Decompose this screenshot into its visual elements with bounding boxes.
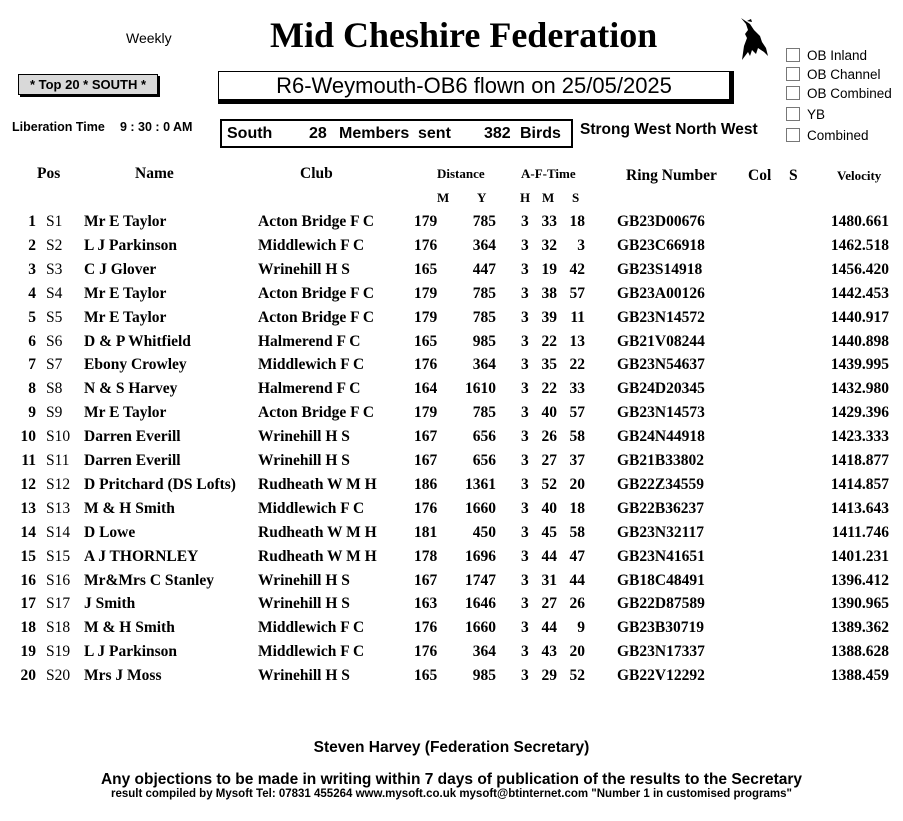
ring-number: GB23N14573 — [617, 404, 705, 422]
distance-yards: 1696 — [465, 547, 496, 565]
time-minutes: 39 — [541, 308, 557, 326]
time-seconds: 57 — [569, 404, 585, 422]
table-row — [0, 309, 903, 333]
ring-number: GB18C48491 — [617, 571, 705, 589]
distance-yards: 364 — [472, 643, 496, 661]
fancier-name: Mr E Taylor — [84, 308, 167, 326]
club-name: Halmerend F C — [258, 332, 361, 350]
velocity: 1396.412 — [830, 571, 889, 589]
section-position: S12 — [46, 475, 71, 493]
ring-number: GB23N41651 — [617, 547, 705, 565]
time-hours: 3 — [521, 619, 529, 637]
time-seconds: 22 — [569, 356, 585, 374]
ring-number: GB23D00676 — [617, 213, 705, 230]
velocity: 1411.746 — [831, 523, 889, 541]
pos: 3 — [28, 260, 36, 278]
table-row — [0, 380, 903, 404]
section-position: S5 — [46, 308, 63, 326]
ring-number: GB23C66918 — [617, 236, 705, 254]
distance-yards: 785 — [472, 404, 496, 422]
time-seconds: 26 — [569, 595, 585, 613]
fancier-name: L J Parkinson — [84, 236, 178, 254]
time-seconds: 33 — [569, 380, 585, 398]
time-seconds: 44 — [569, 571, 585, 589]
pigeon-icon — [738, 16, 770, 62]
section-position: S13 — [46, 499, 71, 517]
time-seconds: 37 — [569, 452, 585, 469]
time-seconds: 52 — [569, 667, 585, 685]
pos: 18 — [20, 619, 36, 637]
club-name: Acton Bridge F C — [258, 308, 375, 326]
col-header-name: Name — [135, 165, 174, 182]
fancier-name: D & P Whitfield — [84, 332, 191, 350]
velocity: 1462.518 — [830, 236, 889, 254]
time-hours: 3 — [521, 547, 529, 565]
distance-yards: 1660 — [465, 499, 496, 517]
distance-yards: 450 — [472, 523, 496, 541]
distance-yards: 364 — [472, 356, 496, 374]
time-hours: 3 — [521, 595, 529, 613]
table-row — [0, 619, 903, 643]
pos: 6 — [28, 332, 36, 350]
ring-number: GB23S14918 — [617, 260, 703, 278]
fancier-name: Mrs J Moss — [84, 667, 162, 685]
time-minutes: 27 — [541, 595, 557, 613]
fancier-name: Darren Everill — [84, 452, 181, 469]
distance-yards: 364 — [472, 236, 496, 254]
ring-number: GB23N54637 — [617, 356, 705, 374]
time-hours: 3 — [521, 332, 529, 350]
col-header-yards: Y — [477, 190, 487, 205]
col-header-ring: Ring Number — [626, 167, 717, 184]
velocity: 1401.231 — [830, 547, 889, 565]
checkbox[interactable] — [786, 48, 800, 62]
pos: 12 — [20, 475, 36, 493]
distance-miles: 176 — [414, 643, 438, 661]
fancier-name: C J Glover — [84, 260, 157, 278]
pos: 1 — [28, 213, 36, 230]
fancier-name: N & S Harvey — [84, 380, 178, 398]
race-title: R6-Weymouth-OB6 flown on 25/05/2025 — [218, 71, 734, 104]
time-minutes: 22 — [541, 380, 557, 398]
fancier-name: M & H Smith — [84, 619, 175, 637]
liberation-time: 9 : 30 : 0 AM — [120, 120, 193, 134]
fancier-name: Mr E Taylor — [84, 284, 167, 302]
time-hours: 3 — [521, 475, 529, 493]
distance-yards: 985 — [472, 667, 496, 685]
col-header-sex: S — [789, 167, 798, 184]
section-position: S4 — [46, 284, 63, 302]
club-name: Middlewich F C — [258, 499, 365, 517]
table-row — [0, 572, 903, 596]
time-minutes: 44 — [541, 547, 557, 565]
club-name: Rudheath W M H — [258, 547, 377, 565]
table-row — [0, 428, 903, 452]
pos: 8 — [28, 380, 36, 398]
club-name: Halmerend F C — [258, 380, 361, 398]
fancier-name: L J Parkinson — [84, 643, 178, 661]
checkbox[interactable] — [786, 86, 800, 100]
table-row — [0, 548, 903, 572]
col-header-distance: Distance — [437, 166, 485, 181]
pos: 4 — [28, 284, 36, 302]
distance-miles: 179 — [414, 404, 438, 422]
category-ob-channel[interactable] — [786, 67, 881, 82]
distance-miles: 181 — [414, 523, 438, 541]
pos: 9 — [28, 404, 36, 422]
time-seconds: 58 — [569, 428, 585, 446]
time-hours: 3 — [521, 523, 529, 541]
table-row — [0, 356, 903, 380]
ring-number: GB22Z34559 — [617, 475, 704, 493]
section-position: S17 — [46, 595, 71, 613]
distance-yards: 1361 — [465, 475, 496, 493]
ring-number: GB22B36237 — [617, 499, 704, 517]
members-label: Members — [339, 125, 410, 142]
col-header-club: Club — [300, 165, 333, 182]
section-position: S20 — [46, 667, 71, 685]
time-minutes: 38 — [541, 284, 557, 302]
ring-number: GB21V08244 — [617, 332, 705, 350]
distance-yards: 985 — [472, 332, 496, 350]
time-minutes: 40 — [541, 499, 557, 517]
section-position: S14 — [46, 523, 71, 541]
club-name: Wrinehill H S — [258, 428, 350, 446]
distance-yards: 785 — [472, 308, 496, 326]
compiled-by-footer: result compiled by Mysoft Tel: 07831 455264 www.mysoft.co.uk mysoft@btinternet.com "Number 1 in customised programs" — [111, 788, 792, 800]
sent-label: sent — [418, 125, 451, 142]
section-position: S8 — [46, 380, 63, 398]
time-seconds: 20 — [569, 475, 585, 493]
table-row — [0, 452, 903, 476]
time-minutes: 44 — [541, 619, 557, 637]
distance-yards: 1646 — [465, 595, 496, 613]
time-hours: 3 — [521, 308, 529, 326]
pos: 16 — [20, 571, 36, 589]
time-seconds: 58 — [569, 523, 585, 541]
time-hours: 3 — [521, 236, 529, 254]
table-row — [0, 595, 903, 619]
liberation-label: Liberation Time — [12, 120, 105, 134]
fancier-name: D Lowe — [84, 523, 136, 541]
time-hours: 3 — [521, 404, 529, 422]
pos: 15 — [20, 547, 36, 565]
velocity: 1389.362 — [830, 619, 889, 637]
time-hours: 3 — [521, 499, 529, 517]
club-name: Middlewich F C — [258, 236, 365, 254]
distance-miles: 176 — [414, 619, 438, 637]
distance-miles: 176 — [414, 356, 438, 374]
col-header-seconds: S — [572, 190, 580, 205]
ring-number: GB23N32117 — [617, 523, 704, 541]
time-hours: 3 — [521, 213, 529, 230]
fancier-name: M & H Smith — [84, 499, 175, 517]
distance-miles: 186 — [414, 475, 438, 493]
pos: 19 — [20, 643, 36, 661]
table-row — [0, 237, 903, 261]
distance-yards: 656 — [472, 428, 496, 446]
category-ob-inland[interactable] — [786, 48, 867, 63]
distance-miles: 179 — [414, 213, 438, 230]
distance-miles: 165 — [414, 260, 438, 278]
time-minutes: 22 — [541, 332, 557, 350]
velocity: 1456.420 — [830, 260, 889, 278]
pos: 10 — [20, 428, 36, 446]
time-hours: 3 — [521, 260, 529, 278]
section-position: S3 — [46, 260, 63, 278]
pos: 20 — [20, 667, 36, 685]
members-count: 28 — [309, 125, 327, 142]
category-label: OB Inland — [807, 48, 868, 63]
time-minutes: 52 — [541, 475, 557, 493]
time-minutes: 19 — [541, 260, 557, 278]
table-row — [0, 404, 903, 428]
time-seconds: 11 — [570, 308, 585, 326]
time-seconds: 9 — [577, 619, 585, 637]
table-row — [0, 213, 903, 237]
pos: 13 — [20, 499, 36, 517]
velocity: 1432.980 — [830, 380, 889, 398]
category-combined[interactable] — [786, 128, 869, 143]
distance-miles: 163 — [414, 595, 438, 613]
section-position: S2 — [46, 236, 63, 254]
time-hours: 3 — [521, 643, 529, 661]
distance-miles: 178 — [414, 547, 438, 565]
club-name: Middlewich F C — [258, 356, 365, 374]
pos: 5 — [28, 308, 36, 326]
club-name: Rudheath W M H — [258, 475, 377, 493]
section-badge: * Top 20 * SOUTH * — [18, 74, 158, 95]
section-position: S15 — [46, 547, 71, 565]
distance-yards: 656 — [472, 452, 496, 469]
category-yb[interactable] — [786, 107, 825, 122]
time-hours: 3 — [521, 571, 529, 589]
section-position: S19 — [46, 643, 71, 661]
distance-miles: 167 — [414, 452, 438, 469]
category-label: YB — [807, 107, 826, 122]
time-seconds: 18 — [569, 213, 585, 230]
table-row — [0, 500, 903, 524]
col-header-hours: H — [520, 190, 531, 205]
time-minutes: 45 — [541, 523, 557, 541]
time-seconds: 18 — [569, 499, 585, 517]
club-name: Acton Bridge F C — [258, 284, 375, 302]
table-row — [0, 476, 903, 500]
ring-number: GB24N44918 — [617, 428, 705, 446]
time-minutes: 31 — [541, 571, 557, 589]
table-row — [0, 333, 903, 357]
distance-miles: 176 — [414, 236, 438, 254]
ring-number: GB23A00126 — [617, 284, 705, 302]
time-hours: 3 — [521, 356, 529, 374]
time-minutes: 43 — [541, 643, 557, 661]
velocity: 1390.965 — [830, 595, 889, 613]
velocity: 1414.857 — [830, 475, 889, 493]
ring-number: GB23N17337 — [617, 643, 705, 661]
col-header-col: Col — [748, 167, 772, 184]
time-hours: 3 — [521, 667, 529, 685]
fancier-name: Ebony Crowley — [84, 356, 187, 374]
time-minutes: 35 — [541, 356, 557, 374]
distance-miles: 179 — [414, 284, 438, 302]
category-ob-combined[interactable] — [786, 86, 892, 101]
velocity: 1439.995 — [830, 356, 889, 374]
fancier-name: Mr&Mrs C Stanley — [84, 571, 214, 589]
category-label: OB Channel — [807, 67, 881, 82]
distance-miles: 167 — [414, 571, 438, 589]
distance-miles: 176 — [414, 499, 438, 517]
velocity: 1423.333 — [830, 428, 889, 446]
fancier-name: Mr E Taylor — [84, 404, 167, 422]
time-seconds: 3 — [577, 236, 585, 254]
table-row — [0, 643, 903, 667]
secretary-signature: Steven Harvey (Federation Secretary) — [313, 739, 590, 756]
distance-yards: 785 — [472, 284, 496, 302]
category-label: Combined — [807, 128, 869, 143]
time-seconds: 57 — [569, 284, 585, 302]
col-header-pos: Pos — [37, 165, 61, 182]
table-row — [0, 285, 903, 309]
distance-miles: 164 — [414, 380, 438, 398]
weekly-label: Weekly — [126, 30, 172, 46]
time-hours: 3 — [521, 428, 529, 446]
time-hours: 3 — [521, 380, 529, 398]
velocity: 1440.917 — [830, 308, 889, 326]
pos: 7 — [28, 356, 36, 374]
fancier-name: D Pritchard (DS Lofts) — [84, 475, 236, 493]
section-position: S18 — [46, 619, 71, 637]
section-position: S9 — [46, 404, 63, 422]
time-seconds: 47 — [569, 547, 585, 565]
section-position: S16 — [46, 571, 71, 589]
club-name: Wrinehill H S — [258, 595, 350, 613]
ring-number: GB24D20345 — [617, 380, 705, 398]
col-header-miles: M — [437, 190, 450, 205]
table-row — [0, 261, 903, 285]
page-title: Mid Cheshire Federation — [270, 15, 658, 55]
checkbox[interactable] — [786, 128, 800, 142]
checkbox[interactable] — [786, 67, 800, 81]
wind-conditions: Strong West North West — [580, 121, 758, 138]
velocity: 1388.628 — [830, 643, 889, 661]
section-position: S10 — [46, 428, 71, 446]
distance-yards: 1660 — [465, 619, 496, 637]
fancier-name: A J THORNLEY — [84, 547, 199, 565]
time-seconds: 20 — [569, 643, 585, 661]
section-position: S7 — [46, 356, 63, 374]
category-label: OB Combined — [807, 86, 892, 101]
velocity: 1480.661 — [830, 213, 889, 230]
club-name: Wrinehill H S — [258, 571, 350, 589]
velocity: 1429.396 — [830, 404, 889, 422]
section-name: South — [227, 125, 273, 142]
section-position: S1 — [46, 213, 63, 230]
time-minutes: 33 — [541, 213, 557, 230]
distance-yards: 785 — [472, 213, 496, 230]
velocity: 1388.459 — [830, 667, 889, 685]
distance-yards: 1610 — [465, 380, 496, 398]
time-hours: 3 — [521, 452, 529, 469]
pos: 14 — [20, 523, 36, 541]
velocity: 1442.453 — [830, 284, 889, 302]
time-hours: 3 — [521, 284, 529, 302]
club-name: Wrinehill H S — [258, 260, 350, 278]
club-name: Wrinehill H S — [258, 452, 350, 469]
pos: 17 — [20, 595, 36, 613]
ring-number: GB22V12292 — [617, 667, 705, 685]
velocity: 1413.643 — [830, 499, 889, 517]
ring-number: GB23N14572 — [617, 308, 705, 326]
col-header-velocity: Velocity — [837, 168, 882, 183]
objections-notice: Any objections to be made in writing within 7 days of publication of the results to the Secretary — [100, 771, 803, 788]
distance-miles: 165 — [414, 667, 438, 685]
club-name: Rudheath W M H — [258, 523, 377, 541]
club-name: Acton Bridge F C — [258, 213, 375, 230]
section-position: S11 — [46, 452, 70, 469]
section-summary — [220, 119, 573, 148]
table-row — [0, 524, 903, 548]
club-name: Middlewich F C — [258, 643, 365, 661]
velocity: 1418.877 — [830, 452, 889, 469]
ring-number: GB22D87589 — [617, 595, 705, 613]
time-seconds: 42 — [569, 260, 585, 278]
birds-label: Birds — [520, 125, 561, 142]
time-minutes: 40 — [541, 404, 557, 422]
birds-count: 382 — [484, 125, 511, 142]
checkbox[interactable] — [786, 107, 800, 121]
time-minutes: 32 — [541, 236, 557, 254]
section-position: S6 — [46, 332, 63, 350]
distance-miles: 165 — [414, 332, 438, 350]
fancier-name: Mr E Taylor — [84, 213, 167, 230]
distance-yards: 447 — [472, 260, 496, 278]
time-seconds: 13 — [569, 332, 585, 350]
ring-number: GB21B33802 — [617, 452, 704, 469]
club-name: Middlewich F C — [258, 619, 365, 637]
distance-miles: 167 — [414, 428, 438, 446]
fancier-name: Darren Everill — [84, 428, 181, 446]
col-header-minutes: M — [542, 190, 555, 205]
velocity: 1440.898 — [830, 332, 889, 350]
time-minutes: 27 — [541, 452, 557, 469]
pos: 11 — [21, 452, 36, 469]
table-row — [0, 667, 903, 691]
club-name: Acton Bridge F C — [258, 404, 375, 422]
pos: 2 — [28, 236, 36, 254]
fancier-name: J Smith — [84, 595, 136, 613]
ring-number: GB23B30719 — [617, 619, 704, 637]
col-header-aftime: A-F-Time — [521, 166, 576, 181]
distance-miles: 179 — [414, 308, 438, 326]
club-name: Wrinehill H S — [258, 667, 350, 685]
time-minutes: 26 — [541, 428, 557, 446]
distance-yards: 1747 — [465, 571, 496, 589]
time-minutes: 29 — [541, 667, 557, 685]
